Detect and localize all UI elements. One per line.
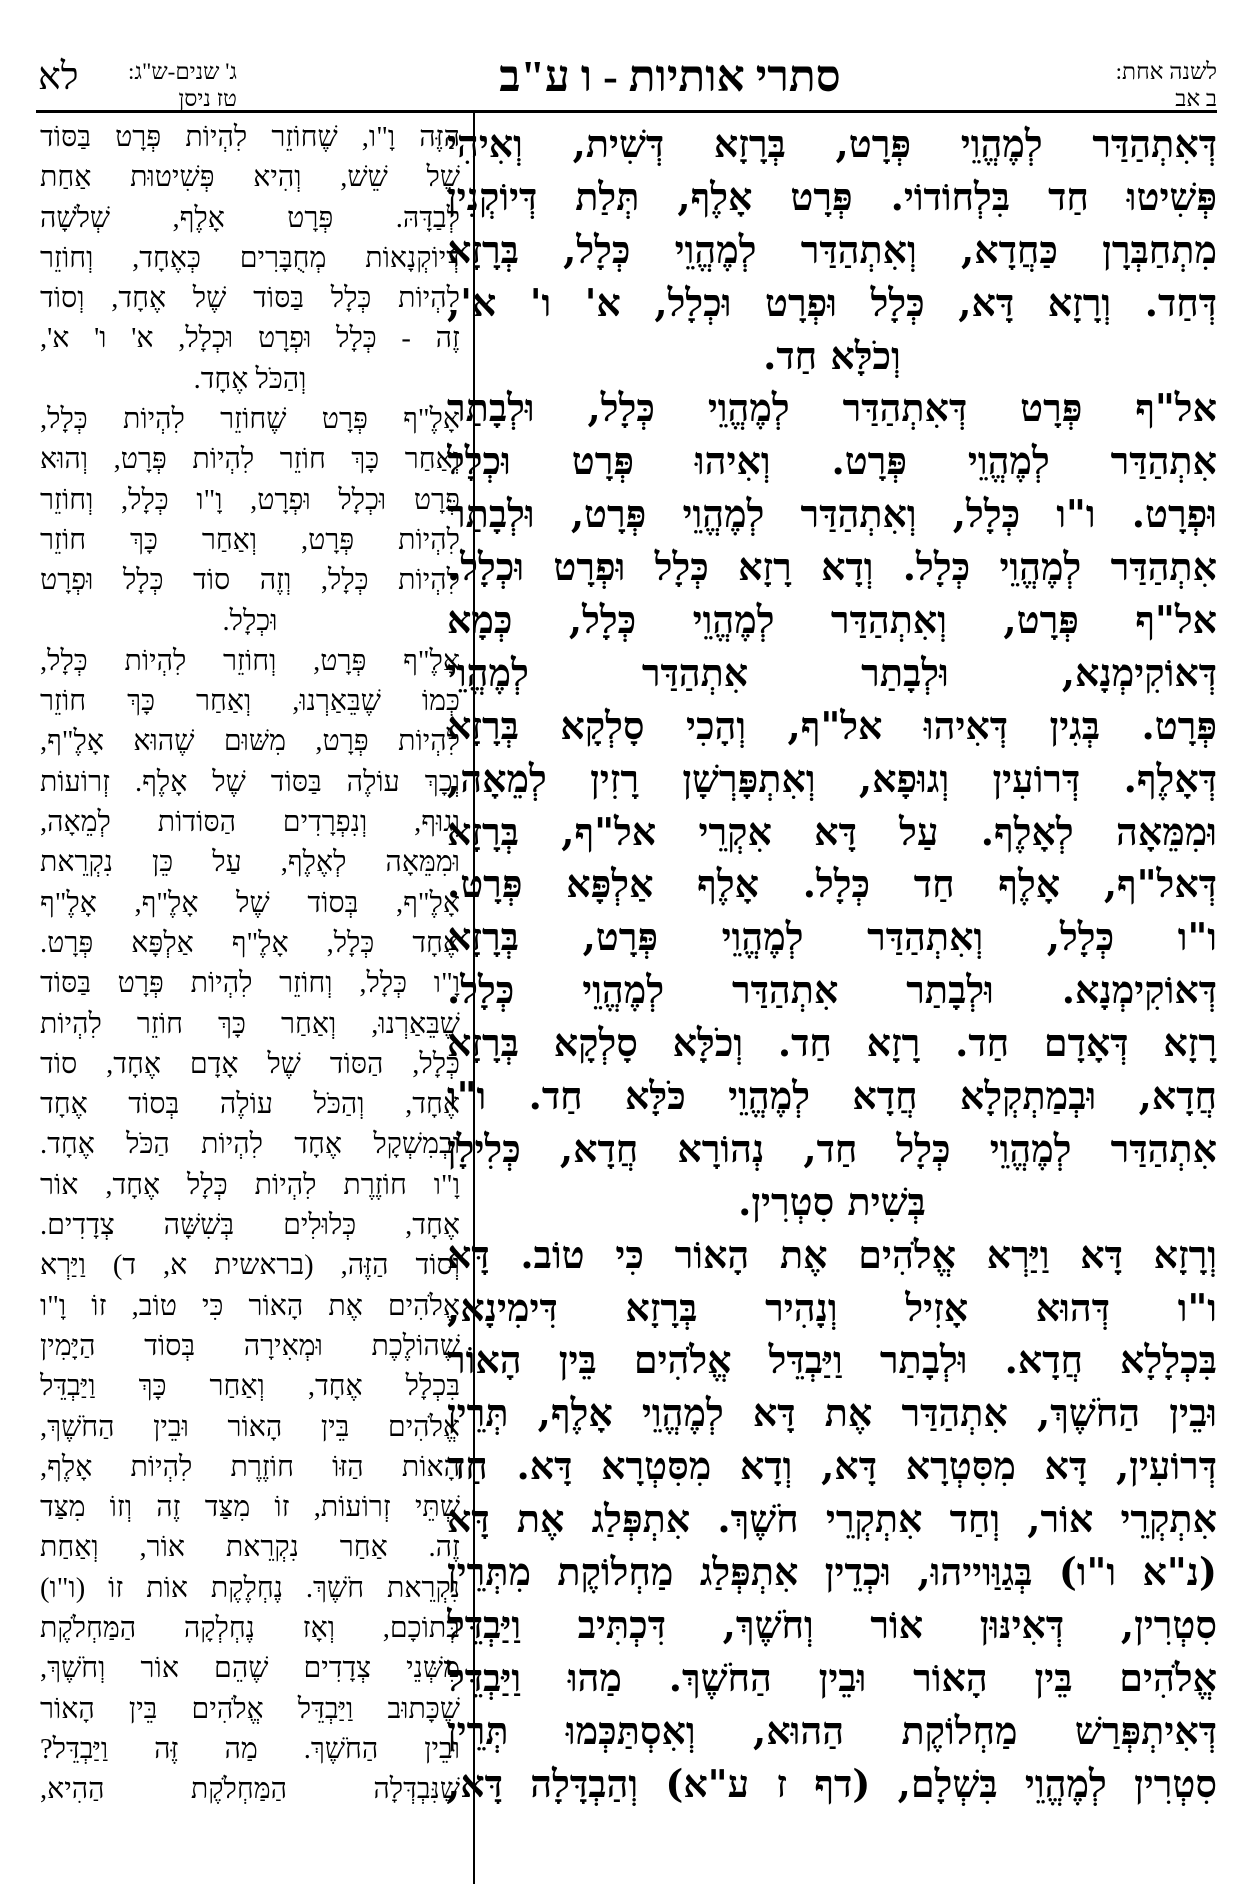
text-line: לִהְיוֹת כְּלָל בַּסּוֹד שֶׁל אֶחָד, וְסוֹד [40,283,460,315]
text-line: אָלֶ"ף פְּרָט, וְחוֹזֵר לִהְיוֹת כְּלָל, [40,645,460,677]
text-line: מִשְּׁנֵי צְדָדִים שֶׁהֵם אוֹר וְחֹשֶׁךְ, [40,1653,460,1685]
text-line: שֶׁנִּבְדְּלָה הַמַּחְלֹקֶת הַהִיא, [40,1774,460,1806]
text-line: סִטְרִין, דְּאִינּוּן אוֹר וְחֹשֶׁךְ, דִּכְתִּיב וַיַּבְדֵּל [447,1601,1217,1647]
text-line: אֱלֹהִים בֵּין הָאוֹר וּבֵין הַחֹשֶׁךְ, [40,1411,460,1443]
text-line: אֶחָד כְּלָל, אָלֶ"ף אַלְפָּא פְּרָט. [40,927,460,959]
text-line: שֶׁהוֹלֶכֶת וּמְאִירָה בְּסוֹד הַיָּמִין [40,1330,460,1362]
text-line: אִתְהַדַּר לְמֶהֱוֵי פְּרָט. וְאִיהוּ פְּרָט וּכְלָל [447,438,1217,484]
text-line: וּבֵין הַחֹשֶׁךְ. מַה זֶּה וַיַּבְדֵּל? [40,1733,460,1765]
text-line: אִתְקְרֵי אוֹר, וְחַד אִתְקְרֵי חֹשֶׁךְ. אִתְפְּלַג אֶת דָּא [447,1496,1217,1542]
text-line: לִהְיוֹת כְּלָל, וְזֶה סוֹד כְּלָל וּפְרָט [40,565,460,597]
text-line: שְׁתֵּי זְרוֹעוֹת, זוֹ מִצַּד זֶה וְזוֹ מִצַּד [40,1492,460,1524]
page-number: לא [38,56,79,98]
text-line: ו"ו דְּהוּא אָזִיל וְנָהִיר בְּרָזָא דִּימִינָא, [447,1284,1217,1330]
text-line: דְּאִתְהַדַּר לְמֶהֱוֵי פְּרָט, בְּרָזָא דְּשִׁית, וְאִיהִי [447,121,1217,166]
text-line: מִתְחַבְּרָן כַּחֲדָא, וְאִתְהַדַּר לְמֶהֱוֵי כְּלָל, בְּרָזָא [447,226,1217,272]
schedule-date: טז ניסן [178,86,237,111]
header-rule [36,110,1217,113]
text-line: בִּכְלָל אֶחָד, וְאַחַר כָּךְ וַיַּבְדֵּל [40,1371,460,1403]
text-line: פְּרָט. בְּגִין דְּאִיהוּ אל"ף, וְהָכִי סָלְקָא בְּרָזָא [447,702,1217,748]
text-line: זֶה. אַחַר נִקְרֵאת אוֹר, וְאַחַת [40,1532,460,1564]
text-line: וְכֹלָּא חַד. [763,332,901,378]
text-line: אֶחָד, וְהַכֹּל עוֹלֶה בְּסוֹד אֶחָד [40,1089,460,1121]
text-line: ו"ו כְּלָל, וְאִתְהַדַּר לְמֶהֱוֵי פְּרָט, בְּרָזָא [447,914,1217,960]
text-line: וְכָךְ עוֹלֶה בַּסּוֹד שֶׁל אָלֶף. זְרוֹעוֹת [40,766,460,798]
text-line: לִהְיוֹת פְּרָט, מִשּׁוּם שֶׁהוּא אָלֶ"ף, [40,726,460,758]
schedule-date: ב אב [1175,86,1217,111]
text-line: בְּתוֹכָם, וְאָז נֶחְלְקָה הַמַּחְלֹקֶת [40,1612,460,1644]
text-line: בְּשִׁית סִטְרִין. [738,1178,926,1224]
main-text-column [447,118,1217,1884]
study-schedule-one-year [1116,58,1217,112]
text-line: וְרָזָא דָּא וַיַּרְא אֱלֹהִים אֶת הָאוֹר כִּי טוֹב. דָּא [447,1231,1217,1277]
text-line: לִהְיוֹת פְּרָט, וְאַחַר כָּךְ חוֹזֵר [40,524,460,556]
page-header [0,0,1253,112]
text-line: דְּאִיתְפְּרַשׁ מַחְלוֹקֶת הַהוּא, וְאִסְתַּכְּמוּ תְּרֵין [447,1707,1217,1753]
text-line: שֶׁבֵּאַרְנוּ, וְאַחַר כָּךְ חוֹזֵר לִהְיוֹת [40,1008,460,1040]
text-line: דְּחַד. וְרָזָא דָּא, כְּלָל וּפְרָט וּכְלָל, א' ו' א', [447,279,1217,325]
text-line: וְאַחַר כָּךְ חוֹזֵר לִהְיוֹת פְּרָט, וְהוּא [40,444,460,476]
text-line: חֲדָא, וּבְמַתְקְלָא חֲדָא לְמֶהֱוֵי כֹּלָּא חַד. ו"ו [447,1073,1217,1119]
text-line: סִטְרִין לְמֶהֱוֵי בִּשְׁלָם, (דף ז ע"א) וְהַבְדָּלָה דָּא, [447,1760,1217,1806]
text-line: רָזָא דְּאָדָם חַד. רָזָא חַד. וְכֹלָּא סָלְקָא בְּרָזָא [447,1020,1217,1066]
text-line: פְּרָט וּכְלָל וּפְרָט, וָ"ו כְּלָל, וְחוֹזֵר [40,484,460,516]
schedule-label: ג' שנים-ש"ג: [128,59,237,84]
text-line: נִקְרֵאת חֹשֶׁךְ. נֶחְלֶקֶת אוֹת זוֹ (ו"ו) [40,1572,460,1604]
text-line: וּמִמֵּאָה לְאָלֶף. עַל דָּא אִקְרֵי אל"ף, בְּרָזָא [447,808,1217,854]
text-line: וָ"ו כְּלָל, וְחוֹזֵר לִהְיוֹת פְּרָט בַּסּוֹד [40,968,460,1000]
text-line: אֱלֹהִים אֶת הָאוֹר כִּי טוֹב, זוֹ וָ"ו [40,1290,460,1322]
text-line: וְסוֹד הַזֶּה, (בראשית א, ד) וַיַּרְא [40,1250,460,1282]
translation-column [40,118,460,1884]
page-title: סתרי אותיות - ו ע"ב [499,52,841,101]
text-line: וּבְמִשְׁקָל אֶחָד לִהְיוֹת הַכֹּל אֶחָד. [40,1129,460,1161]
text-line: (נ"א ו"ו) בְּגַוַּוייהוּ, וּכְדֵין אִתְפְּלַג מַחְלוֹקֶת מִתְּרֵין [447,1549,1217,1595]
text-line: כְּמוֹ שֶׁבֵּאַרְנוּ, וְאַחַר כָּךְ חוֹזֵר [40,686,460,718]
schedule-label: לשנה אחת: [1115,59,1217,84]
text-line: אֱלֹהִים בֵּין הָאוֹר וּבֵין הַחֹשֶׁךְ. מַהוּ וַיַּבְדֵּל [447,1654,1217,1700]
text-line: אֶחָד, כְּלוּלִים בְּשִׁשָּׁה צְדָדִים. [40,1210,460,1242]
text-line: הָאוֹת הַזּוֹ חוֹזֶרֶת לִהְיוֹת אָלֶף, [40,1451,460,1483]
text-line: כְּלָל, הַסּוֹד שֶׁל אָדָם אֶחָד, סוֹד [40,1048,460,1080]
text-line: אָלֶ"ף פְּרָט שֶׁחוֹזֵר לִהְיוֹת כְּלָל, [40,404,460,436]
text-line: דְּאל"ף, אָלֶף חַד כְּלָל. אָלֶף אַלְפָּא פְּרָט. [447,861,1217,907]
text-line: אל"ף פְּרָט, וְאִתְהַדַּר לְמֶהֱוֵי כְּלָל, כְּמָא [447,597,1217,643]
text-line: אל"ף פְּרָט דְּאִתְהַדַּר לְמֶהֱוֵי כְּלָל, וּלְבָתַר [447,385,1217,431]
text-line: דְּאָלֶף. דְּרוֹעִין וְגוּפָא, וְאִתְפָּרְשָׁן רָזִין לְמֵאָה, [447,755,1217,801]
text-line: וּכְלָל. [222,605,278,637]
text-line: דְּאוֹקִימְנָא. וּלְבָתַר אִתְהַדַּר לְמֶהֱוֵי כְּלָל. [447,967,1217,1013]
text-line: שֶׁל שֵׁשׁ, וְהִיא פְּשִׁיטוּת אַחַת [40,162,460,194]
text-line: אָלֶ"ף, בְּסוֹד שֶׁל אָלֶ"ף, אָלֶ"ף [40,887,460,919]
text-line: פְּשִׁיטוּ חַד בִּלְחוֹדוֹי. פְּרָט אָלֶף, תְּלַת דְּיוֹקְנִין [447,173,1217,219]
text-line: וְגוּף, וְנִפְרָדִים הַסּוֹדוֹת לְמֵאָה, [40,807,460,839]
study-schedule-three-years [128,58,237,112]
text-line: וָ"ו חוֹזֶרֶת לִהְיוֹת כְּלָל אֶחָד, אוֹר [40,1169,460,1201]
text-line: שֶׁכָּתוּב וַיַּבְדֵּל אֱלֹהִים בֵּין הָאוֹר [40,1693,460,1725]
text-line: דְּאוֹקִימְנָא, וּלְבָתַר אִתְהַדַּר לְמֶהֱוֵי [447,649,1217,695]
text-line: דְּיוֹקְנָאוֹת מְחֻבָּרִים כְּאֶחָד, וְחוֹזֵר [40,242,460,274]
text-line: וּבֵין הַחֹשֶׁךְ, אִתְהַדַּר אֶת דָּא לְמֶהֱוֵי אָלֶף, תְּרֵין [447,1390,1217,1436]
text-line: וּפְרָט. ו"ו כְּלָל, וְאִתְהַדַּר לְמֶהֱוֵי פְּרָט, וּלְבָתַר [447,491,1217,537]
text-line: לְבַדָּהּ. פְּרָט אָלֶף, שְׁלֹשָׁה [40,202,460,234]
text-line: הַזֶּה וָ"ו, שֶׁחוֹזֵר לִהְיוֹת פְּרָט בַּסּוֹד [40,122,460,153]
text-line: וְהַכֹּל אֶחָד. [193,363,307,395]
text-line: זֶה - כְּלָל וּפְרָט וּכְלָל, א' ו' א', [40,323,460,355]
text-line: אִתְהַדַּר לְמֶהֱוֵי כְּלָל חַד, נְהוֹרָא חֲדָא, כְּלִילָן [447,1125,1217,1171]
text-line: וּמִמֵּאָה לְאֶלֶף, עַל כֵּן נִקְרֵאת [40,847,460,879]
text-line: דְּרוֹעִין, דָּא מִסִּטְרָא דָּא, וְדָא מִסִּטְרָא דָּא. חַד [447,1443,1217,1489]
text-line: אִתְהַדַּר לְמֶהֱוֵי כְּלָל. וְדָא רָזָא כְּלָל וּפְרָט וּכְלָל. [447,544,1217,590]
text-line: בִּכְלָלָא חֲדָא. וּלְבָתַר וַיַּבְדֵּל אֱלֹהִים בֵּין הָאוֹר [447,1337,1217,1383]
